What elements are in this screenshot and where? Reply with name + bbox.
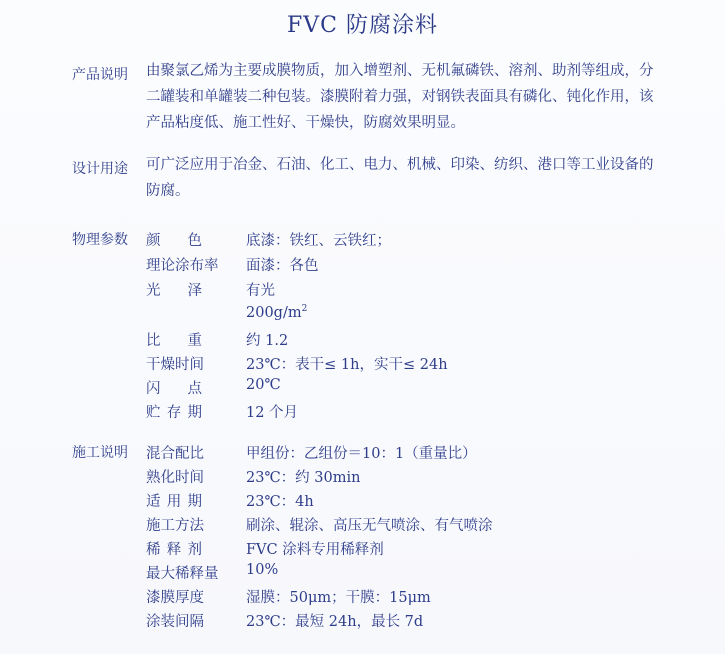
- design-line: 可广泛应用于冶金、石油、化工、电力、机械、印染、纺织、港口等工业设备的: [146, 157, 654, 173]
- param-value: FVC 涂料专用稀释剂: [246, 542, 384, 558]
- param-key: 稀 释 剂: [146, 542, 202, 558]
- param-key: 比 重: [146, 333, 202, 349]
- section-label-construction: 施工说明: [72, 445, 128, 461]
- param-key: 漆膜厚度: [146, 590, 204, 606]
- param-value: 12 个月: [246, 405, 299, 421]
- param-value: 刷涂、辊涂、高压无气喷涂、有气喷涂: [246, 518, 493, 534]
- param-key: 闪 点: [146, 381, 202, 397]
- param-key: 施工方法: [146, 518, 204, 534]
- product-line: 产品粘度低、施工性好、干燥快，防腐效果明显。: [146, 115, 465, 131]
- param-value: 面漆：各色: [246, 258, 319, 274]
- param-value: 底漆：铁红、云铁红；: [246, 233, 391, 249]
- param-value: 23℃：约 30min: [246, 470, 361, 486]
- section-label-physical: 物理参数: [72, 232, 128, 248]
- param-value: 有光: [246, 283, 275, 299]
- param-value: 甲组份：乙组份＝10：1（重量比）: [246, 446, 477, 462]
- param-key: 干燥时间: [146, 357, 204, 373]
- param-value: 23℃：表干≤ 1h，实干≤ 24h: [246, 357, 448, 373]
- param-value: 10%: [246, 562, 279, 578]
- param-value: 23℃：4h: [246, 494, 314, 510]
- param-value: $200g/m^2$: [246, 304, 308, 321]
- section-label-design: 设计用途: [72, 161, 128, 177]
- param-value: 约 1.2: [246, 333, 289, 349]
- param-key: 贮 存 期: [146, 405, 202, 421]
- param-key: 最大稀释量: [146, 566, 219, 582]
- param-key: 光 泽: [146, 283, 202, 299]
- param-key: 颜 色: [146, 233, 202, 249]
- param-key: 理论涂布率: [146, 258, 219, 274]
- product-line: 由聚氯乙烯为主要成膜物质，加入增塑剂、无机氟磷铁、溶剂、助剂等组成，分: [146, 63, 654, 79]
- param-value: 湿膜：50μm；干膜：15μm: [246, 590, 431, 606]
- design-line: 防腐。: [146, 183, 190, 199]
- product-description: [146, 58, 654, 136]
- param-value: 20℃: [246, 377, 281, 393]
- param-key: 混合配比: [146, 446, 204, 462]
- section-label-product: 产品说明: [72, 67, 128, 83]
- param-key: 适 用 期: [146, 494, 202, 510]
- param-value: 23℃：最短 24h，最长 7d: [246, 614, 424, 630]
- product-line: 二罐装和单罐装二种包装。漆膜附着力强，对钢铁表面具有磷化、钝化作用，该: [146, 89, 654, 105]
- document-title: FVC 防腐涂料: [287, 13, 438, 38]
- param-key: 熟化时间: [146, 470, 204, 486]
- design-description: [146, 152, 654, 204]
- param-key: 涂装间隔: [146, 614, 204, 630]
